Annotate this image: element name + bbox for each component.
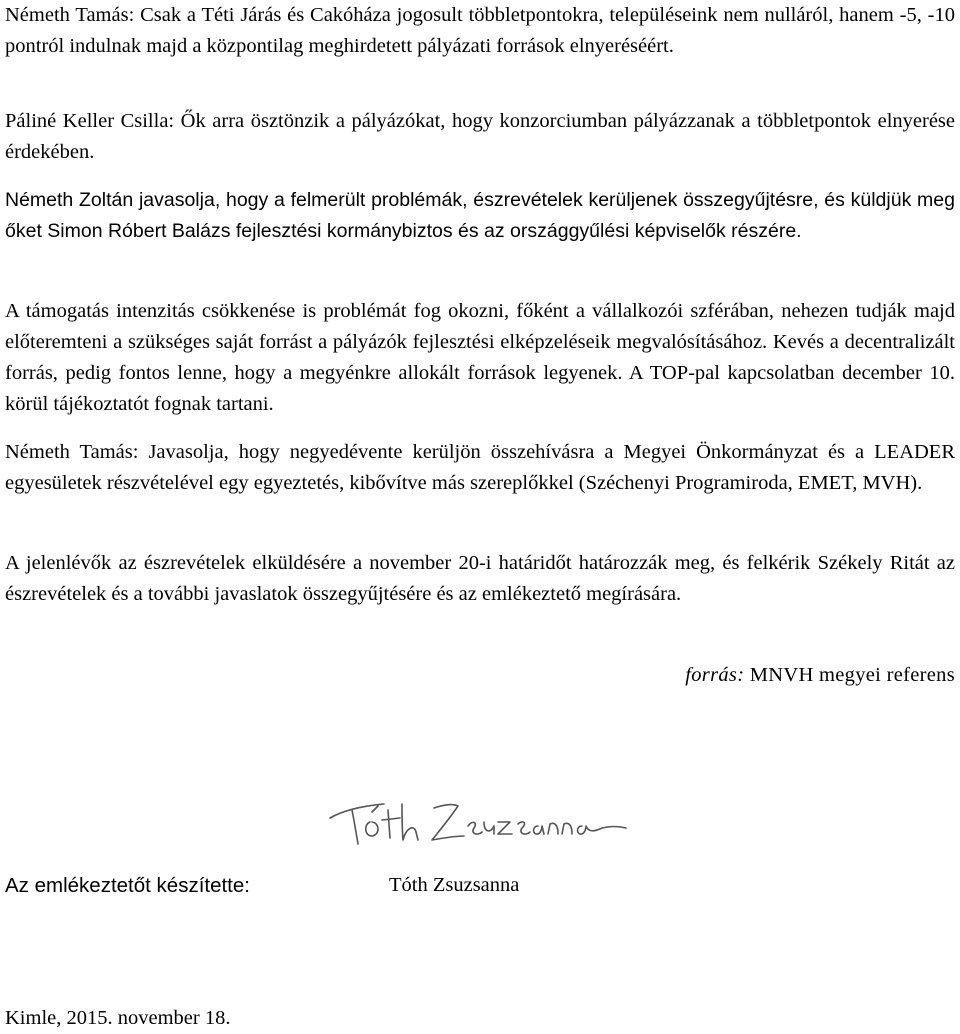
source-line bbox=[685, 660, 955, 691]
paragraph-nemeth-zoltan: Németh Zoltán javasolja, hogy a felmerült problémák, észrevételek kerüljenek összegyűjtésre, és küldjük meg őket Simon Róbert Balázs fejlesztési kormánybiztos és az országgyűlési képviselők részére. bbox=[5, 189, 955, 242]
paragraph-tamogatas-intenzitas: A támogatás intenzitás csökkenése is problémát fog okozni, főként a vállalkozói szférában, nehezen tudják majd előteremteni a szükséges saját forrást a pályázók fejlesztési elképzeléseik megvalósításához. Kevés a decentralizált forrás, pedig fontos lenne, hogy a megyénkre allokált források legyenek. A TOP-pal kapcsolatban december 10. körül tájékoztatót fognak tartani. bbox=[5, 300, 955, 415]
paragraph-nemeth-tamas-1: Németh Tamás: Csak a Téti Járás és Cakóháza jogosult többletpontokra, településeink nem nulláról, hanem -5, -10 pontról indulnak majd a központilag meghirdetett pályázati források elnyeréséért. bbox=[5, 4, 955, 57]
paragraph-nemeth-tamas-2: Németh Tamás: Javasolja, hogy negyedévente kerüljön összehívásra a Megyei Önkormányzat és a LEADER egyesületek részvételével egy egyeztetés, kibővítve más szereplőkkel (Széchenyi Programiroda, EMET, MVH). bbox=[5, 441, 955, 494]
paragraph-jelenlevok: A jelenlévők az észrevételek elküldésére a november 20-i határidőt határozzák meg, és felkérik Székely Ritát az észrevételek és a további javaslatok összegyűjtésére és az emlékeztető megírására. bbox=[5, 552, 955, 605]
signature-label: Az emlékeztetőt készítette: bbox=[5, 874, 250, 897]
place-and-date: Kimle, 2015. november 18. bbox=[5, 1007, 231, 1029]
signature-name: Tóth Zsuzsanna bbox=[389, 874, 520, 896]
source-value: MNVH megyei referens bbox=[749, 664, 955, 686]
paragraph-paline-keller-csilla: Páliné Keller Csilla: Ők arra ösztönzik a pályázókat, hogy konzorciumban pályázzanak a többletpontok elnyerése érdekében. bbox=[5, 110, 955, 163]
handwritten-signature bbox=[322, 788, 632, 858]
source-label: forrás: bbox=[685, 664, 745, 686]
